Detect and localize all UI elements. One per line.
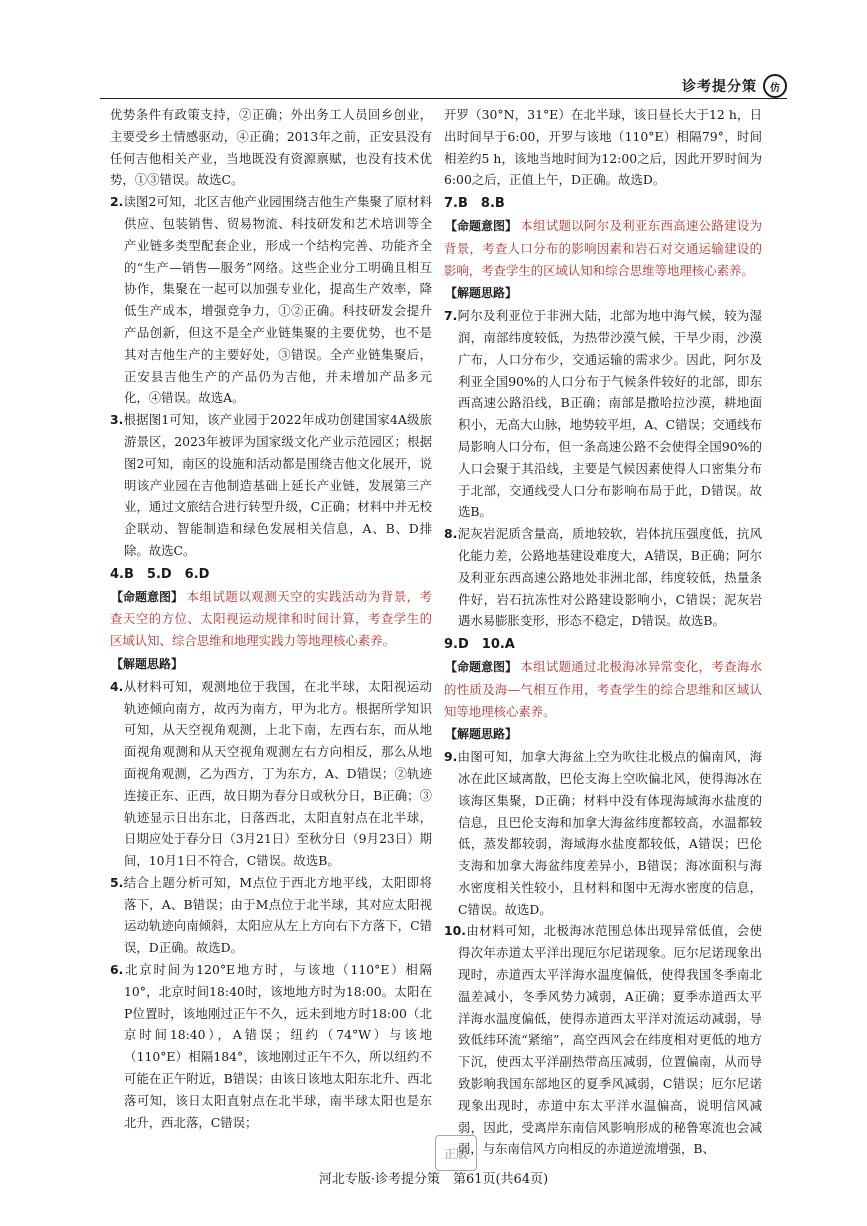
genuine-stamp: 正版 — [435, 1135, 477, 1171]
solution-heading — [444, 723, 762, 746]
question-7-explanation — [444, 305, 762, 523]
answer-key-7-8: 7.B 8.B — [444, 196, 505, 212]
question-5-explanation — [110, 872, 432, 959]
explanation-text: 由材料可知，北极海冰范围总体出现异常低值，会使得次年赤道太平洋出现厄尔尼诺现象。厄尔尼诺现象出现时，赤道西太平洋海水温度偏低，使得我国冬季南北温差减小，冬季风势力减弱，A正确；夏季赤道西太平洋海水温度偏低，使得赤道西太平洋对流运动减弱，导致低纬环流“紧缩”，高空西风会在纬度相对更低的地方下沉，使西太平洋副热带高压减弱，位置偏南，从而导致影响我国东部地区的夏季风减弱，C错误；厄尔尼诺现象出现时，赤道中东太平洋水温偏高，说明信风减弱，因此，受离岸东南信风影响形成的秘鲁寒流也会减弱，与东南信风方向相反的赤道逆流增强，B、 — [458, 923, 762, 1157]
explanation-text: 由图可知，加拿大海盆上空为吹往北极点的偏南风，海冰在此区域离散，巴伦支海上空吹偏北风，使得海冰在该海区集聚，D正确；材料中没有体现海域海水盐度的信息，且巴伦支海和加拿大海盆纬度都较高，水温都较低，蒸发都较弱，海域海水盐度都较低，A错误；巴伦支海和加拿大海盆纬度差异小，B错误；海冰面积与海水密度相关性较小，且材料和图中无海水密度的信息，C错误。故选D。 — [457, 749, 762, 917]
question-number: 3. — [110, 412, 124, 428]
question-4-explanation — [110, 676, 432, 872]
question-number: 4. — [110, 678, 124, 694]
question-number: 9. — [444, 749, 458, 765]
question-number: 7. — [444, 308, 458, 324]
continued-answer: 优势条件有政策支持，②正确；外出务工人员回乡创业，主要受乡土情感驱动，④正确；2013年之前，正安县没有任何吉他相关产业，当地既没有资源禀赋，也没有技术优势，①③错误。故选C。 — [110, 107, 432, 188]
explanation-text: 北京时间为120°E地方时，与该地（110°E）相隔10°，北京时间18:40时，该地地方时为18:00。太阳在P位置时，该地刚过正午不久，远未到地方时18:00（北京时间18:40），A错误；纽约（74°W）与该地（110°E）相隔184°，该地刚过正午不久，所以纽约不可能在正午附近，B错误；由该日该地太阳东北升、西北落可知，该日太阳直射点在北半球，南半球太阳也是东北升，西北落，C错误； — [123, 962, 432, 1130]
intent-tag: 【命题意图】 — [111, 589, 184, 604]
intent-tag: 【命题意图】 — [445, 659, 518, 674]
solution-heading — [110, 653, 432, 676]
explanation-text: 根据图1可知，该产业园于2022年成功创建国家4A级旅游景区，2023年被评为国家级文化产业示范园区；根据图2可知，南区的设施和活动都是围绕吉他文化展开，说明该产业园在吉他制造基础上延长产业链，发展第三产业，通过文旅结合进行转型升级，C正确；材料中并无校企联动、智能制造和绿色发展相关信息，A、B、D排除。故选C。 — [123, 412, 432, 558]
question-8-explanation — [444, 523, 762, 632]
question-number: 10. — [444, 923, 466, 939]
right-column — [444, 104, 762, 1160]
intent-text: 本组试题以阿尔及利亚东西高速公路建设为背景，考查人口分布的影响因素和岩石对交通运输建设的影响，考查学生的区域认知和综合思维等地理核心素养。 — [444, 217, 762, 278]
continued-answer: 开罗（30°N，31°E）在北半球，该日昼长大于12 h，日出时间早于6:00，开罗与该地（110°E）相隔79°，时间相差约5 h，该地当地时间为12:00之后，因此开罗时间为6:00之后，正值上午，D正确。故选D。 — [444, 107, 762, 188]
question-3-explanation — [110, 409, 432, 562]
question-6-explanation — [110, 959, 432, 1133]
solution-tag: 【解题思路】 — [111, 656, 184, 671]
intent-section — [110, 586, 432, 652]
question-9-explanation — [444, 746, 762, 920]
intent-text: 本组试题通过北极海冰异常变化，考查海水的性质及海—气相互作用，考查学生的综合思维和区域认知等地理核心素养。 — [444, 658, 762, 719]
brand-logo-icon: 仿 — [763, 74, 787, 98]
intent-tag: 【命题意图】 — [445, 218, 518, 233]
explanation-text: 阿尔及利亚位于非洲大陆，北部为地中海气候，较为湿润，南部纬度较低，为热带沙漠气候，干旱少雨，沙漠广布，人口分布少，交通运输的需求少。因此，阿尔及利亚全国90%的人口分布于气候条件较好的北部，即东西高速公路沿线，B正确；南部是撒哈拉沙漠，耕地面积小，无高大山脉，地势较平坦，A、C错误；交通线布局影响人口分布，但一条高速公路不会使得全国90%的人口会聚于其沿线，主要是气候因素使得人口密集分布于北部，交通线受人口分布影响布局于此，D错误。故选B。 — [457, 308, 762, 520]
explanation-text: 从材料可知，观测地位于我国，在北半球，太阳视运动轨迹倾向南方，故丙为南方，甲为北方。根据所学知识可知，从天空视角观测，上北下南，左西右东，而从地面视角观测和从天空视角观测左右方向相反，那么从地面视角观测，乙为西方，丁为东方，A、D错误；②轨迹连接正东、正西，故日期为春分日或秋分日，B正确；③轨迹显示日出东北，日落西北，太阳直射点在北半球，日期应处于春分日（3月21日）至秋分日（9月23日）期间，10月1日不符合，C错误。故选B。 — [123, 678, 432, 869]
header-divider — [100, 98, 787, 99]
left-column — [110, 104, 432, 1133]
page-header — [682, 74, 787, 98]
intent-section — [444, 215, 762, 281]
header-title: 诊考提分策 — [682, 79, 757, 95]
explanation-text: 结合上题分析可知，M点位于西北方地平线，太阳即将落下，A、B错误；由于M点位于北半球，其对应太阳视运动轨迹向南倾斜，太阳应从左上方向右下方落下，C错误，D正确。故选D。 — [123, 874, 432, 956]
solution-tag: 【解题思路】 — [445, 286, 518, 301]
question-number: 2. — [110, 194, 124, 210]
explanation-text: 读图2可知，北区吉他产业园围绕吉他生产集聚了原材料供应、包装销售、贸易物流、科技研发和艺术培训等全产业链多类型配套企业，形成一个结构完善、功能齐全的“生产—销售—服务”网络。这些企业分工明确且相互协作，集聚在一起可以加强专业化，提高生产效率，降低生产成本，增强竞争力，①②正确。科技研发会提升产品创新，但这不是全产业链集聚的主要优势，也不是其对吉他生产的主要好处，③错误。全产业链集聚后，正安县吉他生产的产品仍为吉他，并未增加产品多元化，④错误。故选A。 — [123, 194, 432, 406]
solution-tag: 【解题思路】 — [445, 727, 518, 742]
question-2-explanation — [110, 191, 432, 409]
answer-key-9-10: 9.D 10.A — [444, 637, 515, 653]
intent-text: 本组试题以观测天空的实践活动为背景，考查天空的方位、太阳视运动规律和时间计算，考查学生的区域认知、综合思维和地理实践力等地理核心素养。 — [110, 588, 432, 649]
question-number: 6. — [110, 962, 124, 978]
question-number: 8. — [444, 526, 458, 542]
question-10-explanation — [444, 920, 762, 1160]
page-footer: 河北专版·诊考提分策 第61页(共64页) — [318, 1172, 549, 1187]
question-number: 5. — [110, 874, 124, 890]
answer-key-4-6: 4.B 5.D 6.D — [110, 566, 210, 582]
explanation-text: 泥灰岩泥质含量高，质地较软，岩体抗压强度低，抗风化能力差，公路地基建设难度大，A错误，B正确；阿尔及利亚东西高速公路地处非洲北部，纬度较低，热量条件好，岩石抗冻性对公路建设影响小，C错误；泥灰岩遇水易膨胀变形，形态不稳定，D错误。故选B。 — [457, 526, 762, 629]
solution-heading — [444, 282, 762, 305]
intent-section — [444, 656, 762, 722]
